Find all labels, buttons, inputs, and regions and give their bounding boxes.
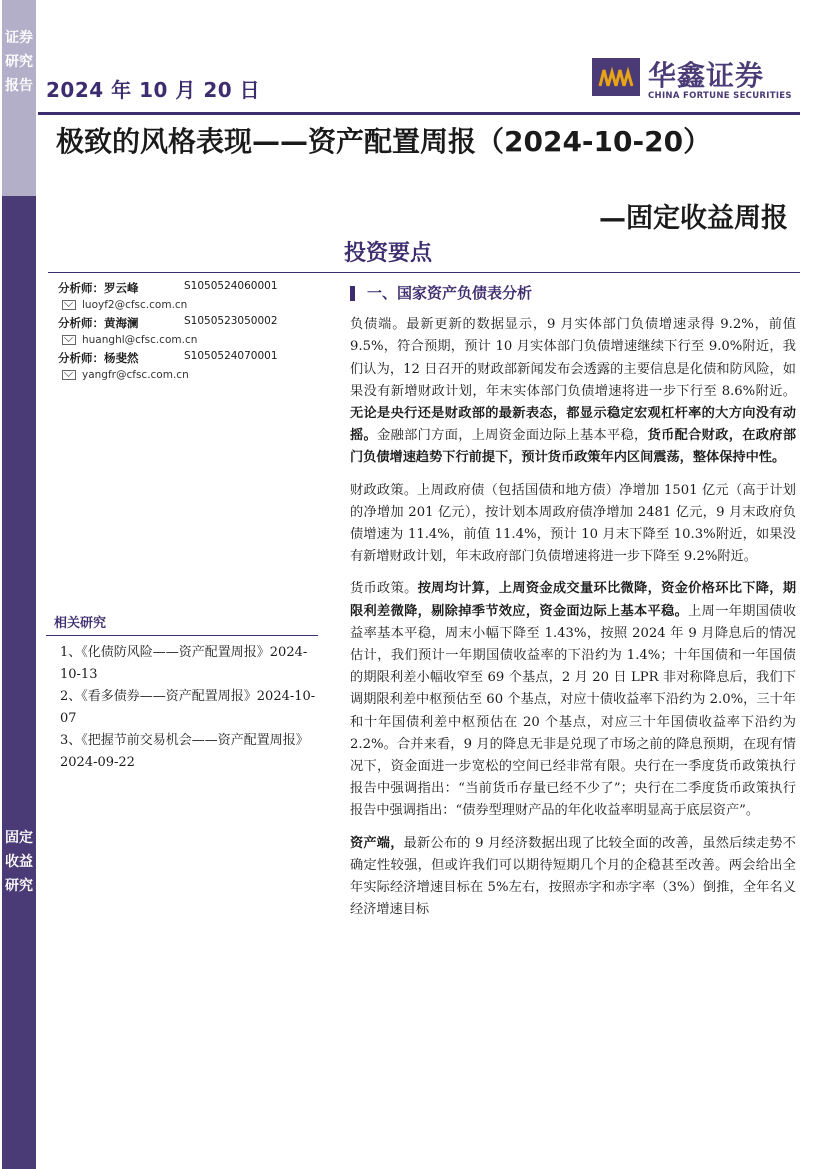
- related-research-item[interactable]: 3、《把握节前交易机会——资产配置周报》2024-09-22: [60, 733, 309, 770]
- related-research-item[interactable]: 1、《化债防风险——资产配置周报》2024-10-13: [60, 645, 308, 682]
- heading-bar-icon: [350, 286, 355, 301]
- logo-chinese-name: 华鑫证券: [648, 59, 765, 92]
- related-research-heading: 相关研究: [46, 612, 318, 636]
- report-date: 2024 年 10 月 20 日: [46, 78, 261, 102]
- related-research-item[interactable]: 2、《看多债券——资产配置周报》2024-10-07: [60, 689, 316, 726]
- side-label-report-type: 证券研究报告: [5, 30, 33, 94]
- paragraph-text: 货币政策。: [350, 581, 418, 597]
- analyst-list: [58, 280, 318, 385]
- paragraph-emphasis: 按周均计算，上周资金成交量环比微降，资金价格环比下降，期限利差微降，剔除掉季节效应，资金面边际上基本平稳。: [350, 581, 797, 619]
- paragraph-fiscal-policy: 财政政策。上周政府债（包括国债和地方债）净增加 1501 亿元（高于计划的净增加 201 亿元），按计划本周政府债净增加 2481 亿元，9 月末政府负债增速为 11.4%，前值 11.4%，预计 10 月末下降至 10.3%附近，如果没有新增财政计划，年末政府部门负债增速将进一步下降至 9.2%附近。: [350, 482, 796, 565]
- mail-icon: [62, 335, 76, 345]
- analyst-email[interactable]: huanghl@cfsc.com.cn: [82, 334, 198, 346]
- analyst-name: 分析师：黄海澜: [58, 316, 139, 330]
- analyst-entry: [58, 350, 318, 381]
- subsection-heading-text: 一、国家资产负债表分析: [367, 284, 533, 302]
- mail-icon: [62, 370, 76, 380]
- paragraph-monetary-policy: [350, 578, 796, 822]
- report-body: [350, 282, 796, 931]
- side-band: [0, 0, 38, 1169]
- logo-english-name: CHINA FORTUNE SECURITIES: [648, 91, 792, 101]
- mail-icon: [62, 300, 76, 310]
- paragraph-emphasis: 无论是央行还是财政部的最新表态，都显示稳定宏观杠杆率的大方向没有动摇。: [350, 406, 796, 444]
- related-research: [46, 612, 318, 774]
- header-divider: [38, 112, 800, 115]
- report-subtitle: —固定收益周报: [599, 203, 788, 234]
- analyst-cert-number: S1050524060001: [184, 280, 278, 292]
- side-band-bottom: [2, 196, 36, 1169]
- section-divider: [48, 272, 800, 273]
- paragraph-text: 最新公布的 9 月经济数据出现了比较全面的改善，虽然后续走势不确定性较强，但或许我们可以期待短期几个月的企稳甚至改善。两会给出全年实际经济增速目标在 5%左右，按照赤字和赤字率（3%）倒推，全年名义经济增速目标: [350, 835, 796, 918]
- subsection-heading: [350, 282, 796, 304]
- company-logo: [592, 56, 802, 108]
- analyst-cert-number: S1050523050002: [184, 315, 278, 327]
- paragraph-emphasis: 资产端，: [350, 835, 404, 851]
- paragraph-liabilities: [350, 314, 796, 469]
- analyst-email[interactable]: yangfr@cfsc.com.cn: [82, 369, 189, 381]
- paragraph-text: 金融部门方面，上周资金面边际上基本平稳，: [377, 428, 648, 444]
- report-title: 极致的风格表现——资产配置周报（2024-10-20）: [56, 125, 712, 158]
- analyst-entry: [58, 280, 318, 311]
- analyst-cert-number: S1050524070001: [184, 350, 278, 362]
- analyst-entry: [58, 315, 318, 346]
- analyst-email[interactable]: luoyf2@cfsc.com.cn: [82, 299, 188, 311]
- analyst-name: 分析师：杨斐然: [58, 351, 139, 365]
- paragraph-text: 上周一年期国债收益率基本平稳，周末小幅下降至 1.43%，按照 2024 年 9 月降息后的情况估计，我们预计一年期国债收益率的下沿约为 1.4%；十年国债和一年国债的期限利差小幅收窄至 69 个基点，2 月 20 日 LPR 非对称降息后，我们下调期限利差中枢预估至 60 个基点，对应十债收益率下沿约为 2.0%，三十年和十年国债利差中枢预估在 20 个基点，对应三十年国债收益率下沿约为 2.2%。合并来看，9 月的降息无非是兑现了市场之前的降息预期，在现有情况下，资金面进一步宽松的空间已经非常有限。央行在一季度货币政策执行报告中强调指出：“当前货币存量已经不少了”；央行在二季度货币政策执行报告中强调指出：“债券型理财产品的年化收益率明显高于底层资产”。: [350, 603, 797, 819]
- logo-emblem-icon: [592, 58, 640, 96]
- paragraph-emphasis: 货币配合财政，在政府部门负债增速趋势下行前提下，预计货币政策年内区间震荡，整体保持中性。: [350, 428, 797, 466]
- investment-highlights-heading: 投资要点: [344, 241, 433, 266]
- paragraph-text: 负债端。最新更新的数据显示，9 月实体部门负债增速录得 9.2%，前值 9.5%，符合预期，预计 10 月实体部门负债增速继续下行至 9.0%附近，我们认为，12 日召开的财政部新闻发布会透露的主要信息是化债和防风险，如果没有新增财政计划，年末实体部门负债增速将进一步下行至 8.6%附近。: [350, 317, 796, 399]
- related-research-list: [46, 636, 318, 774]
- analyst-name: 分析师：罗云峰: [58, 281, 139, 295]
- paragraph-assets: [350, 833, 796, 922]
- side-label-research-area: 固定收益研究: [5, 830, 33, 894]
